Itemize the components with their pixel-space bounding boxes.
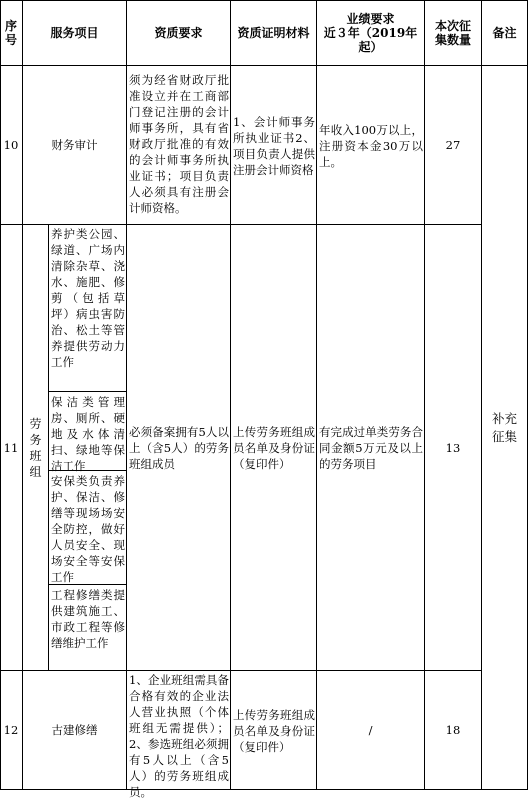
header-seq-label: 序号 — [4, 18, 17, 47]
header-service-label: 服务项目 — [50, 25, 99, 40]
row-12-proof-value: 上传劳务班组成员名单及身份证（复印件） — [233, 707, 315, 754]
row-12-service — [23, 671, 127, 790]
row-11-service — [23, 225, 49, 671]
header-service — [23, 0, 127, 66]
row-12-qualification — [127, 671, 231, 799]
row-11-performance-value: 有完成过单类劳务合同金额5万元及以上的劳务项目 — [319, 425, 423, 471]
row-12-quantity-value: 18 — [445, 723, 461, 737]
row-10-qualification-value: 须为经省财政厅批准设立并在工商部门登记注册的会计师事务所，具有省财政厅批准的有效的会计师事务所执业证书；项目负责人必须具有注册会计师资格。 — [129, 73, 229, 215]
row-10-proof — [231, 66, 317, 225]
header-quantity-label: 本次征集数量 — [434, 18, 471, 47]
header-quantity — [425, 0, 482, 66]
row-12-quantity — [425, 671, 482, 790]
row-11-qualification — [127, 225, 231, 671]
row-12-seq-value: 12 — [3, 723, 19, 737]
header-qualification-label: 资质要求 — [154, 25, 203, 40]
header-proof — [231, 0, 317, 66]
row-10-seq — [0, 66, 23, 225]
row-10-service — [23, 66, 127, 225]
row-11-quantity-value: 13 — [445, 440, 461, 455]
row-11-sub-cleaning — [49, 392, 127, 471]
header-remark — [482, 0, 528, 66]
row-11-service-value: 劳务班组 — [29, 416, 42, 479]
header-seq — [0, 0, 23, 66]
remark-value: 补充征集 — [491, 410, 517, 444]
row-12-service-value: 古建修缮 — [51, 723, 98, 737]
row-11-quantity — [425, 225, 482, 671]
row-12-proof — [231, 671, 317, 790]
header-performance — [317, 0, 425, 66]
row-12-qualification-value: 1、企业班组需具备合格有效的企业法人营业执照（个体班组无需提供）；2、参选班组必须拥有5人以上（含5人）的劳务班组成员。 — [129, 673, 229, 799]
row-11-sub-maintenance-value: 养护类公园、绿道、广场内清除杂草、浇水、施肥、修剪（包括草坪）病虫害防治、松土等管养提供劳动力工作 — [51, 227, 125, 369]
row-10-qualification — [127, 66, 231, 225]
row-12-seq — [0, 671, 23, 790]
row-10-proof-value: 1、会计师事务所执业证书2、项目负责人提供注册会计师资格 — [233, 114, 315, 177]
row-11-seq-value: 11 — [3, 440, 19, 455]
row-11-sub-cleaning-value: 保洁类管理房、厕所、硬地及水体清扫、绿地等保洁工作 — [51, 395, 125, 473]
row-12-performance-value: / — [368, 723, 373, 737]
header-remark-label: 备注 — [492, 25, 517, 40]
row-10-quantity — [425, 66, 482, 225]
row-11-proof-value: 上传劳务班组成员名单及身份证（复印件） — [233, 425, 315, 471]
row-12-performance — [317, 671, 425, 790]
row-11-sub-engineering — [49, 585, 127, 671]
row-11-seq — [0, 225, 23, 671]
row-11-qualification-value: 必须备案拥有5人以上（含5人）的劳务班组成员 — [129, 425, 229, 471]
row-11-sub-security-value: 安保类负责养护、保洁、修缮等现场场安全防控，做好人员安全、现场安全等安保工作 — [51, 474, 125, 584]
row-11-sub-maintenance — [49, 225, 127, 392]
row-10-service-value: 财务审计 — [51, 138, 98, 152]
row-11-performance — [317, 225, 425, 671]
header-proof-label: 资质证明材料 — [237, 25, 310, 40]
header-qualification — [127, 0, 231, 66]
header-performance-line2: 近３年（2019年起） — [323, 25, 418, 54]
row-11-proof — [231, 225, 317, 671]
row-10-quantity-value: 27 — [445, 138, 461, 152]
remark-cell — [482, 66, 528, 790]
row-11-sub-security — [49, 471, 127, 585]
row-10-performance — [317, 66, 425, 225]
row-11-sub-engineering-value: 工程修缮类提供建筑施工、市政工程等修缮维护工作 — [51, 588, 125, 650]
row-10-seq-value: 10 — [3, 138, 19, 152]
header-performance-line1: 业绩要求 — [346, 11, 395, 26]
row-10-performance-value: 年收入100万以上，注册资本金30万以上。 — [319, 122, 423, 169]
